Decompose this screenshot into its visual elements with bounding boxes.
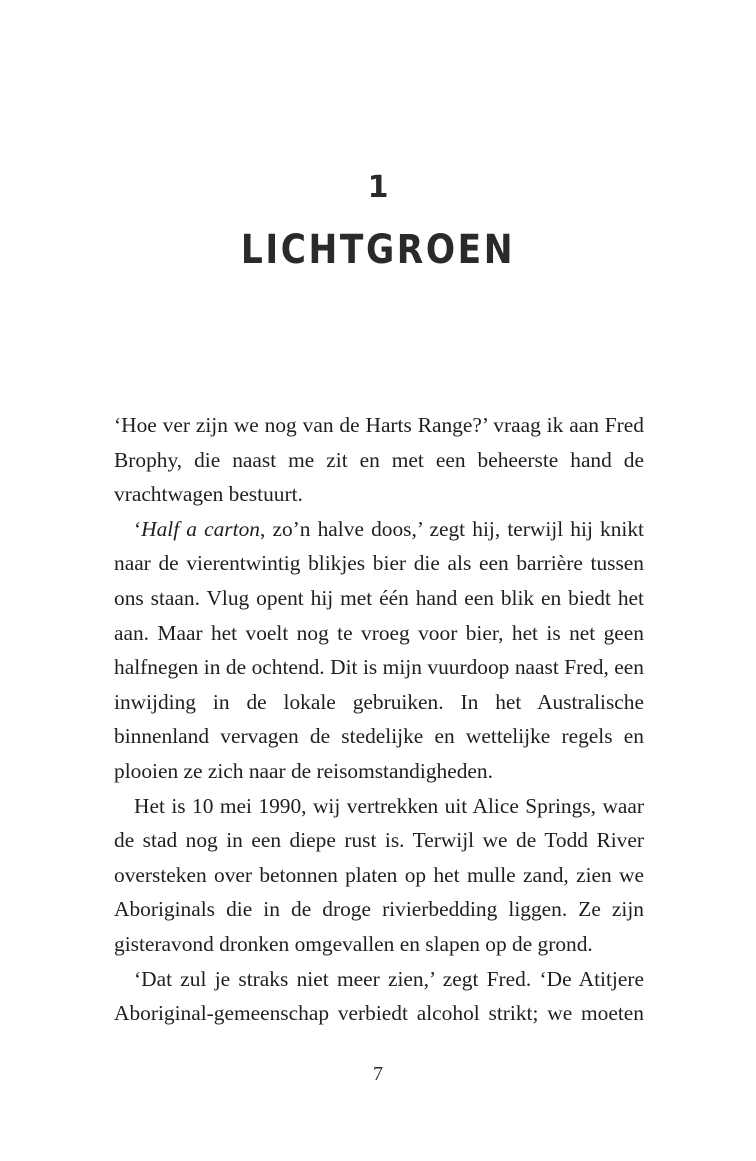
paragraph-4: ‘Dat zul je straks niet meer zien,’ zegt Fred. ‘De Atitjere Aboriginal-gemeenschap verbiedt alcohol strikt; we moeten [114, 966, 644, 1026]
chapter-title: LICHTGROEN [240, 227, 516, 273]
paragraph-3: Het is 10 mei 1990, wij vertrekken uit Alice Springs, waar de stad nog in een diepe rust is. Terwijl we de Todd River oversteken over betonnen platen op het mulle zand, zien we Aboriginals die in de droge rivierbedding liggen. Ze zijn gisteravond dronken omgevallen en slapen op de grond. [114, 793, 644, 956]
paragraph-1: ‘Hoe ver zijn we nog van de Harts Range?’ vraag ik aan Fred Brophy, die naast me zit en met een beheerste hand de vrachtwagen bestuurt. [114, 413, 644, 507]
italic-phrase: Half a carton [141, 516, 260, 541]
body-text [114, 408, 644, 1031]
paragraph-2: ‘Half a carton, zo’n halve doos,’ zegt hij, terwijl hij knikt naar de vierentwintig blikjes bier die als een barrière tussen ons staan. Vlug opent hij met één hand een blik en biedt het aan. Maar het voelt nog te vroeg voor bier, het is net geen halfnegen in de ochtend. Dit is mijn vuurdoop naast Fred, een inwijding in de lokale gebruiken. In het Australische binnenland vervagen de stedelijke en wettelijke regels en plooien ze zich naar de reisomstandigheden. [114, 516, 644, 783]
chapter-number: 1 [367, 170, 389, 205]
paragraph-2-text: , zo’n halve doos,’ zegt hij, terwijl hij knikt naar de vierentwintig blikjes bier die als een barrière tussen ons staan. Vlug opent hij met één hand een blik en biedt het aan. Maar het voelt nog te vroeg voor bier, het is net geen halfnegen in de ochtend. Dit is mijn vuurdoop naast Fred, een inwijding in de lokale gebruiken. In het Australische binnenland vervagen de stedelijke en wettelijke regels en plooien ze zich naar de reisomstandigheden. [114, 516, 644, 783]
page-number: 7 [373, 1063, 383, 1085]
